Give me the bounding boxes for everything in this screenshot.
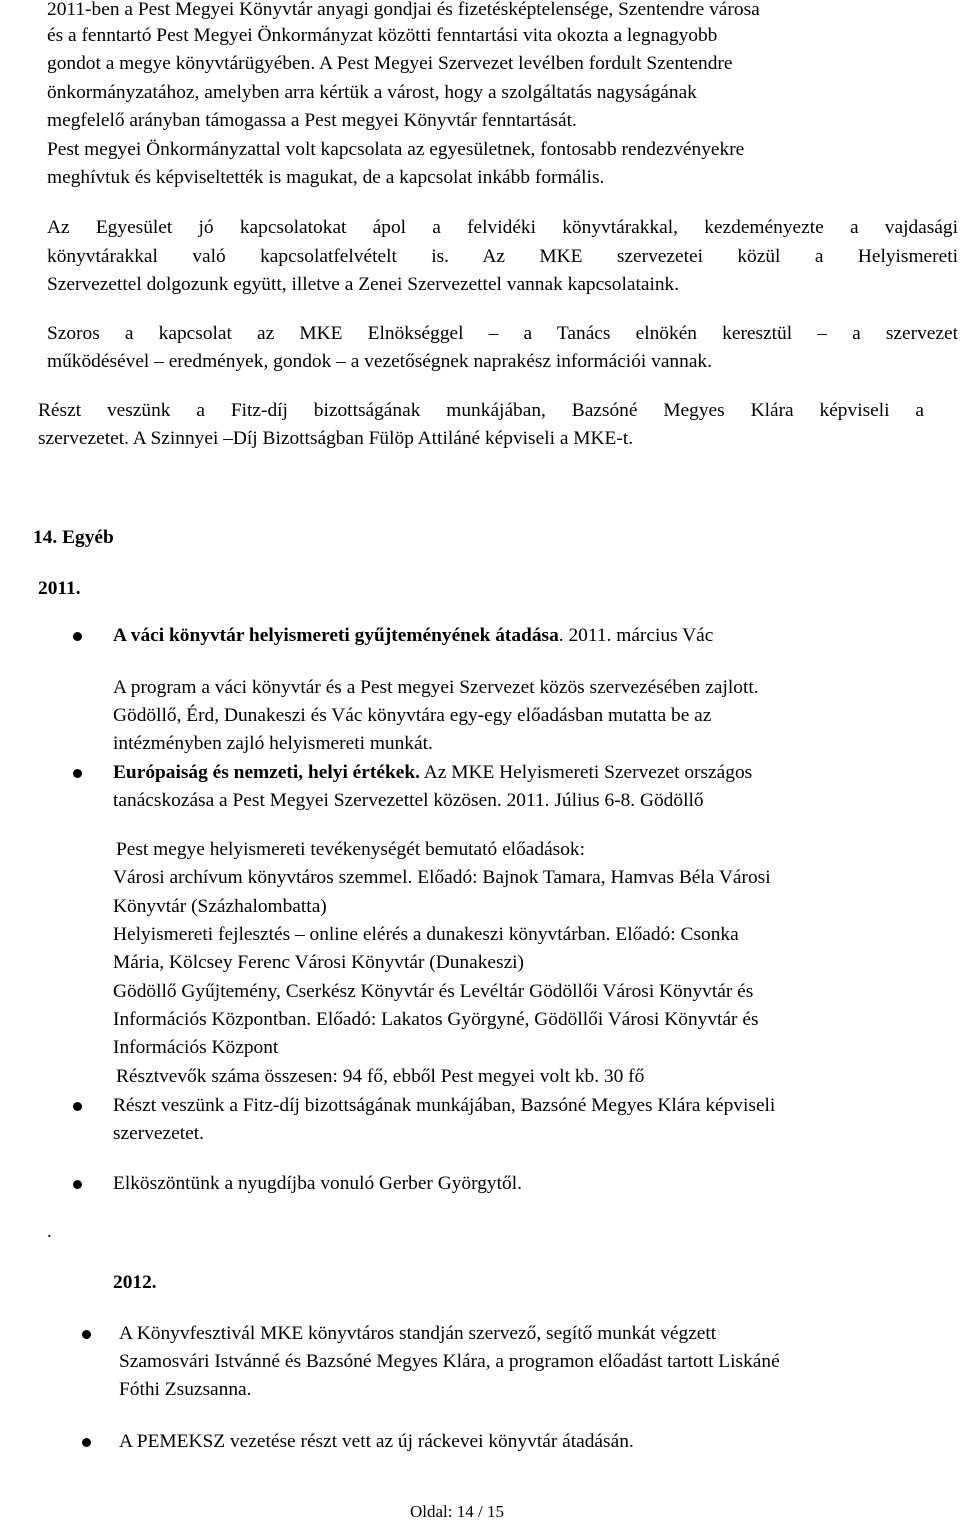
text-line: Információs Központ: [113, 1037, 279, 1058]
text-line: könyvtárakkal való kapcsolatfelvételt is. Az MKE szervezetei közül a Helyismereti: [47, 246, 958, 267]
bullet-icon: [73, 1102, 82, 1111]
stray-dot: .: [47, 1221, 52, 1242]
text-line: Mária, Kölcsey Ferenc Városi Könyvtár (Dunakeszi): [113, 952, 525, 973]
item-bold-title: A váci könyvtár helyismereti gyűjteményének átadása: [113, 625, 559, 646]
text-line: Könyvtár (Százhalombatta): [113, 896, 327, 917]
text-line: A Könyvfesztivál MKE könyvtáros standján szervező, segítő munkát végzett: [119, 1323, 717, 1344]
item-bold-title: Európaiság és nemzeti, helyi értékek.: [113, 762, 420, 783]
item-date-place: . 2011. március Vác: [558, 625, 714, 646]
bullet-icon: [73, 769, 82, 778]
text-line: 2011-ben a Pest Megyei Könyvtár anyagi gondjai és fizetésképtelensége, Szentendre városa: [47, 0, 760, 20]
text-line: Részt veszünk a Fitz-díj bizottságának munkájában, Bazsóné Megyes Klára képviseli a: [38, 400, 924, 421]
text-line: Elköszöntünk a nyugdíjba vonuló Gerber Györgytől.: [113, 1173, 522, 1194]
text-line: intézményben zajló helyismereti munkát.: [113, 733, 433, 754]
text-line: Szoros a kapcsolat az MKE Elnökséggel – a Tanács elnökén keresztül – a szervezet: [47, 323, 958, 344]
text-line: szervezetet. A Szinnyei –Díj Bizottságban Fülöp Attiláné képviseli a MKE-t.: [38, 428, 634, 449]
item-description: Az MKE Helyismereti Szervezet országos: [419, 762, 753, 783]
text-line: gondot a megye könyvtárügyében. A Pest Megyei Szervezet levélben fordult Szentendre: [47, 53, 733, 74]
bullet-icon: [73, 632, 82, 641]
page-number: Oldal: 14 / 15: [410, 1502, 504, 1521]
text-line: Fóthi Zsuzsanna.: [119, 1379, 252, 1400]
text-line: meghívtuk és képviseltették is magukat, de a kapcsolat inkább formális.: [47, 167, 605, 188]
text-line: A program a váci könyvtár és a Pest megyei Szervezet közös szervezésében zajlott.: [113, 677, 759, 698]
text-line: A PEMEKSZ vezetése részt vett az új ráckevei könyvtár átadásán.: [119, 1431, 634, 1452]
text-line: Pest megyei Önkormányzattal volt kapcsolata az egyesületnek, fontosabb rendezvényekre: [47, 139, 745, 160]
section-heading: 14. Egyéb: [33, 527, 114, 548]
year-heading-2012: 2012.: [113, 1272, 157, 1293]
bullet-icon: [73, 1180, 82, 1189]
text-line: megfelelő arányban támogassa a Pest megyei Könyvtár fenntartását.: [47, 110, 577, 131]
text-line: működésével – eredmények, gondok – a vezetőségnek naprakész információi vannak.: [47, 351, 712, 372]
text-line: Részt veszünk a Fitz-díj bizottságának munkájában, Bazsóné Megyes Klára képviseli: [113, 1095, 776, 1116]
text-line: tanácskozása a Pest Megyei Szervezettel közösen. 2011. Július 6-8. Gödöllő: [113, 790, 704, 811]
text-line: Szamosvári Istvánné és Bazsóné Megyes Klára, a programon előadást tartott Liskáné: [119, 1351, 780, 1372]
text-line: Gödöllő Gyűjtemény, Cserkész Könyvtár és Levéltár Gödöllői Városi Könyvtár és: [113, 981, 754, 1002]
bullet-icon: [82, 1330, 91, 1339]
year-heading-2011: 2011.: [38, 578, 81, 599]
list-item-title: [113, 761, 752, 785]
list-item-title: [113, 624, 713, 648]
text-line: Városi archívum könyvtáros szemmel. Előadó: Bajnok Tamara, Hamvas Béla Városi: [113, 867, 771, 888]
text-line: és a fenntartó Pest Megyei Önkormányzat közötti fenntartási vita okozta a legnagyobb: [47, 25, 718, 46]
text-line: Gödöllő, Érd, Dunakeszi és Vác könyvtára egy-egy előadásban mutatta be az: [113, 705, 712, 726]
text-line: Helyismereti fejlesztés – online elérés a dunakeszi könyvtárban. Előadó: Csonka: [113, 924, 739, 945]
text-line: Az Egyesület jó kapcsolatokat ápol a felvidéki könyvtárakkal, kezdeményezte a vajdasági: [47, 217, 958, 238]
text-line: szervezetet.: [113, 1123, 204, 1144]
text-line: önkormányzatához, amelyben arra kértük a várost, hogy a szolgáltatás nagyságának: [47, 82, 697, 103]
text-line: Információs Központban. Előadó: Lakatos Györgyné, Gödöllői Városi Könyvtár és: [113, 1009, 759, 1030]
text-line: Szervezettel dolgozunk együtt, illetve a Zenei Szervezettel vannak kapcsolataink.: [47, 274, 680, 295]
text-line: Pest megye helyismereti tevékenységét bemutató előadások:: [116, 839, 586, 860]
text-line: Résztvevők száma összesen: 94 fő, ebből Pest megyei volt kb. 30 fő: [116, 1066, 645, 1087]
bullet-icon: [82, 1438, 91, 1447]
